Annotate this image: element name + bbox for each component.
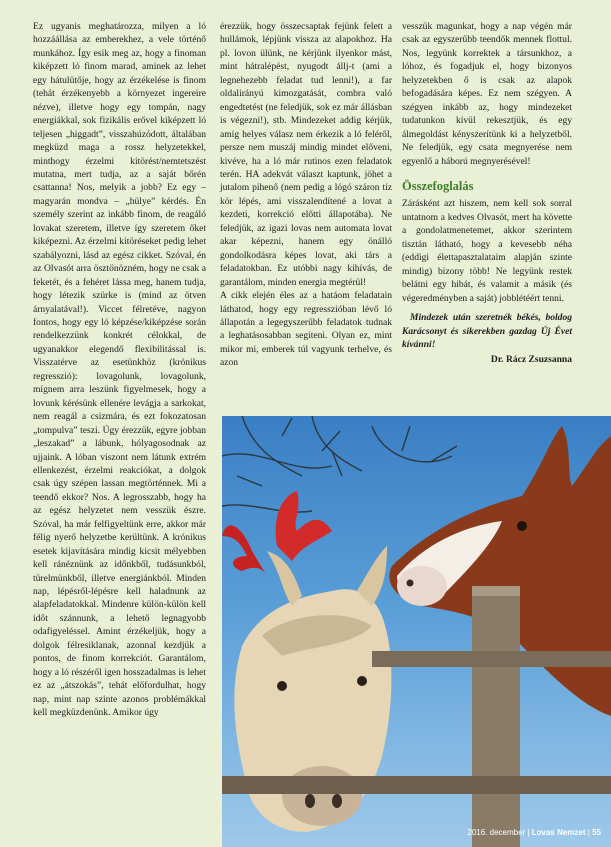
page-footer [467, 828, 601, 837]
article-paragraph: vesszük magunkat, hogy a nap végén már csak az egyszerűbb teendők mennek flottul. Nos, legyünk korrektek a társunkhoz, a lóhoz, és fogadjuk el, hogy bizonyos helyzetekben ő is csak az alapok befogadására képes. Ez nem szégyen. A szégyen inkább az, hogy mindezeket tudatunkon kívül rekesztjük, és egy álmegoldást kényszerítünk ki a helyzetből. Ne feledjük, egy csata megnyerése nem egyenlő a háború megnyerésével! [402, 21, 572, 167]
article-paragraph: A cikk elején éles az a hatáom feladatain láthatod, hogy egy regresszióban lévő ló állapotán a legegyszerűbb feladatok tudnak a leghatásosabban segíteni. Olyan ez, mint mikor mi, emberek túl vagyunk terhelve, és azon [220, 290, 392, 369]
article-column-1 [33, 20, 206, 720]
section-heading: Összefoglalás [402, 178, 474, 193]
horses-photo [222, 416, 611, 847]
article-paragraph: érezzük, hogy összecsaptak fejünk felett a hullámok, lépjünk vissza az alapokhoz. Ha pl. lovon ülünk, ne kérjünk ilyenkor mást, mint hátralépést, nyugodt állj-t (ami a legnehezebb feladat tud lenni!), a far oldalirányú kimozgatását, combra való engedtetést (ne feledjük, sok ez már állásban is végezni!), stb. Mindezeket addig kérjük, amíg helyes válasz nem érkezik a ló feléről, persze nem muszáj mindig mindet előveni, kivéve, ha a ló már rutinos ezen feladatok terén. HA adekvát választ kaptunk, jöhet a jutalom pihenő (nem pedig a lógó száron tíz kör lépés, ami visszalendítené a lovat a kezdeti, korrekció előtti állapotába). Ne feledjük, az igazi lovas nem automata lovat akar képezni, hanem egy önálló gondolkodásra képes lovat, aki társ a feladatokban. Ez utóbbi nagy kihívás, de garantálom, minden energia megtérül! [220, 21, 392, 288]
article-paragraph: Zárásként azt hiszem, nem kell sok sorral untatnom a kedves Olvasót, mert ha követte a gondolatmenetemet, akkor szerintem tisztán látható, hogy a kevesebb néha (eddigi élettapasztalataim alapján szinte mindig) bizony több! Ne legyünk restek belátni egy hibát, és valamit a másik (és végeredményben a saját) jobblétéért tenni. [402, 198, 572, 304]
article-column-2 [220, 20, 392, 370]
magazine-name: Lovas Nemzet [531, 828, 586, 837]
page-number: 55 [592, 828, 601, 837]
footer-separator: | [587, 828, 590, 837]
issue-date: 2016. december [467, 828, 526, 837]
article-paragraph: Ez ugyanis meghatározza, milyen a ló hozzáállása az emberekhez, a vele történő munkához. Így esik meg az, hogy a finoman kiképzett ló finom marad, aminek az lehet egy hátulütője, hogy az érzékelése is finom (tehát érzékenyebb a környezet ingereire nézve), illetve hogy egy tompán, nagy energiákkal, sok fizikális erővel kiképzett ló teljesen „higgadt”, visszahúzódott, általában megküzd maga a rossz helyzetekkel, minthogy érzelmi kitörést/nemtetszést mutatna, mert tudja, az a saját bőrén csattanna! Nos, melyik a jobb? Ez egy – magyarán mondva – „hülye” kérdés. Én személy szerint az inkább finom, de reagáló lovakat szeretem, illetve így szeretem őket kiképezni. Az érzelmi kitöréseket pedig lehet szabályozni, lásd az egész cikket. Szóval, én az Olvasót arra ösztönözném, hogy ne csak a feketét, és a fehéret lássa meg, hanem tudja, hogy létezik szürke is (mind az ötven árnyalatával!). Viccet félretéve, nagyon fontos, hogy egy ló képzése/kiképzése során rendelkezzünk konkrét célokkal, de ugyanakkor elegendő flexibilitással is. Visszatérve az esetünkhöz (krónikus regresszió): lovagolunk, lovagolunk, mígnem arra leszünk figyelmesek, hogy a lovunk kérésünk ellenére levágja a sarkokat, nem reagál a csizmára, és ezt fokozatosan „tompulva” teszi. Úgy érezzük, egyre jobban „leszakad” a lábunk, hólyagosodnak az ujjaink. A lóban viszont nem látunk extrém ellenkezést, érzelmi reakciókat, a dolgok csak úgy szépen lassan megtörténnek. Mi a teendő ekkor? Nos. A legrosszabb, hogy ha az egész helyzetet nem vesszük észre. Szóval, ha már felfigyeltünk erre, akkor már félig nyerő helyzetbe kerültünk. A krónikus esetek kijavítására mindig kicsit mélyebben kell ránéznünk az időnkből, tudásunkból, türelmünkből, illetve energiánkból. Minden nap, lépésről-lépésre kell haladnunk az alapfeladatokkal. Mindenre külön-külön kell időt szánnunk, a lehető legnagyobb odafigyeléssel. Amint érzékeljük, hogy a dolgok félresiklanak, azonnal kezdjük a pontos, de finom korrekciót. Garantálom, hogy a ló részéről igen hosszadalmas is lehet ez az „átszokás”, tehát előfordulhat, hogy nap, mint nap szinte azonos problémákkal kell megküzdenünk. Amikor úgy [33, 21, 206, 719]
footer-separator: | [527, 828, 530, 837]
closing-wish: Mindezek után szeretnék békés, boldog Karácsonyt és sikerekben gazdag Új Évet kívánni! [402, 312, 572, 350]
author-signature: Dr. Rácz Zsuzsanna [490, 354, 572, 366]
article-column-3 [402, 20, 572, 367]
